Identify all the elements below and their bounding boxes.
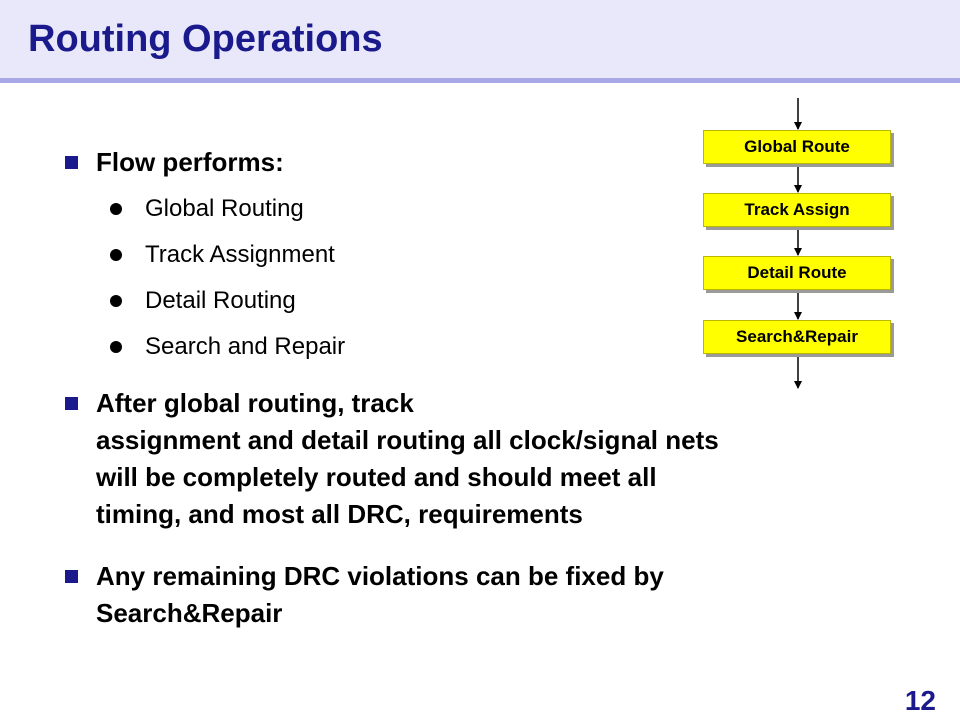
- flow-step-global-route: Global Route: [703, 130, 891, 164]
- title-bar: [0, 0, 960, 83]
- flow-step-track-assign: Track Assign: [703, 193, 891, 227]
- bullet-after-global-routing: [96, 385, 876, 533]
- dot-bullet-icon: [110, 295, 122, 307]
- dot-bullet-icon: [110, 341, 122, 353]
- dot-bullet-icon: [110, 249, 122, 261]
- dot-bullet-icon: [110, 203, 122, 215]
- bullet-line: After global routing, track: [96, 388, 414, 418]
- bullet-line: assignment and detail routing all clock/signal nets: [96, 425, 719, 455]
- flow-step-search-repair: Search&Repair: [703, 320, 891, 354]
- sub-bullet-detail-routing: Detail Routing: [145, 287, 296, 314]
- sub-bullet-track-assignment: Track Assignment: [145, 241, 335, 268]
- bullet-line: Any remaining DRC violations can be fixed by: [96, 561, 664, 591]
- flow-step-detail-route: Detail Route: [703, 256, 891, 290]
- slide-title: Routing Operations: [28, 18, 383, 60]
- bullet-line: Search&Repair: [96, 598, 283, 628]
- page-number: 12: [904, 685, 936, 716]
- bullet-line: timing, and most all DRC, requirements: [96, 499, 583, 529]
- bullet-line: will be completely routed and should meet all: [96, 462, 657, 492]
- square-bullet-icon: [65, 397, 78, 410]
- sub-bullet-global-routing: Global Routing: [145, 195, 304, 222]
- bullet-remaining-drc: [96, 558, 876, 632]
- bullet-flow-performs: Flow performs:: [96, 147, 284, 177]
- square-bullet-icon: [65, 570, 78, 583]
- sub-bullet-search-and-repair: Search and Repair: [145, 333, 346, 360]
- square-bullet-icon: [65, 156, 78, 169]
